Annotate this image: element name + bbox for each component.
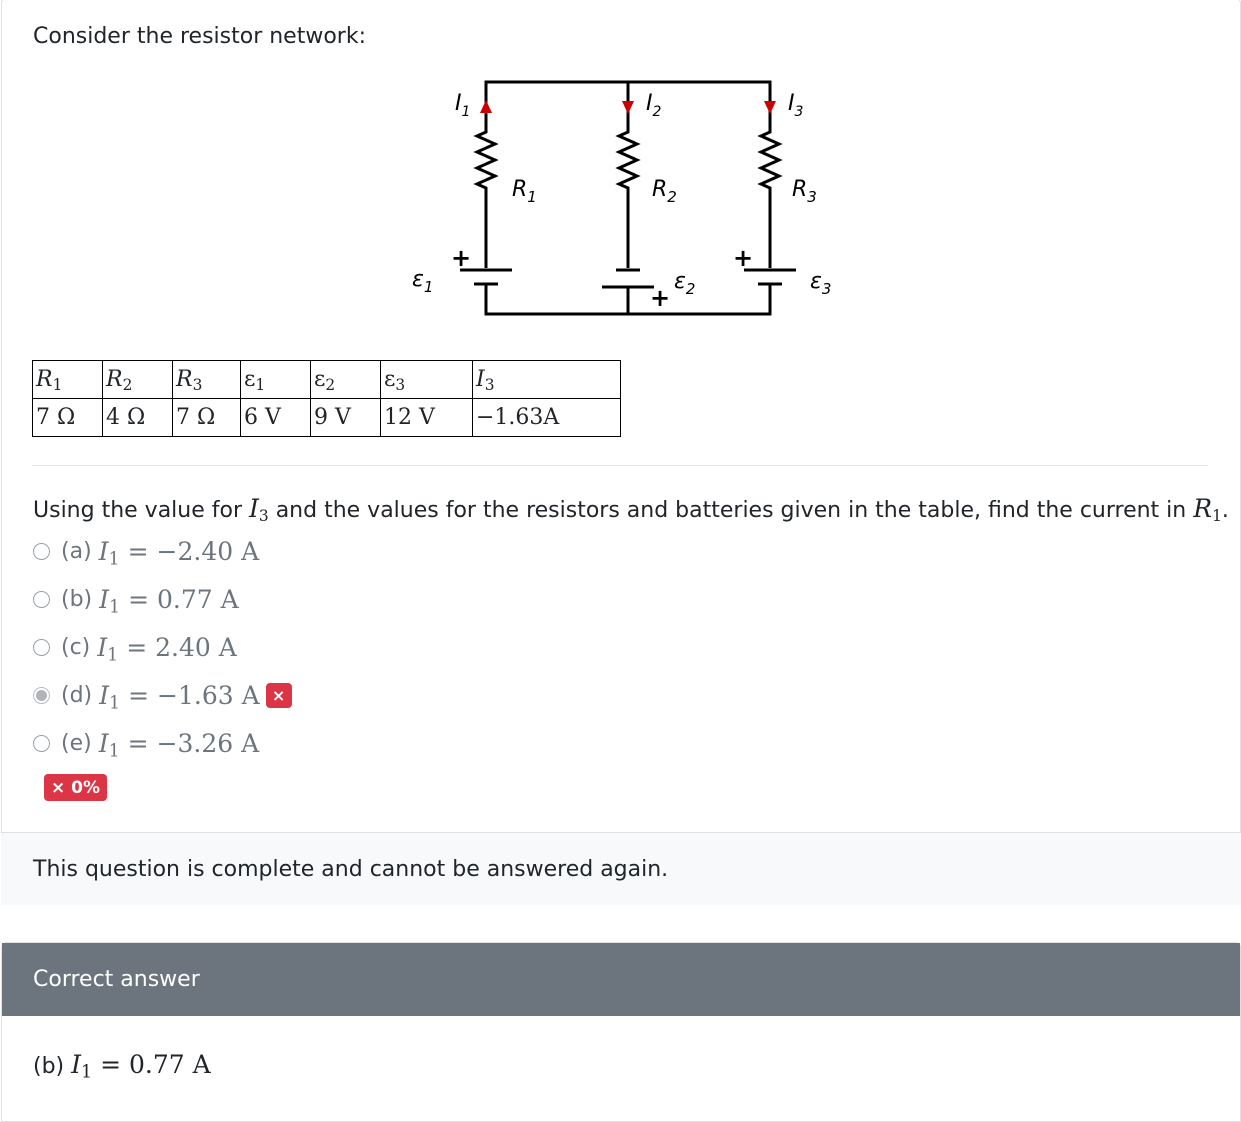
header-i3: $I_3$ — [473, 361, 621, 399]
label-e3: $\varepsilon_3$ — [810, 269, 832, 298]
divider — [32, 465, 1208, 466]
label-i1: $I_1$ — [455, 91, 471, 120]
radio-option-c[interactable] — [33, 639, 50, 656]
value-e2: 9 V — [311, 399, 381, 437]
resistor-r2 — [619, 112, 637, 268]
header-e2: $\varepsilon_2$ — [311, 361, 381, 399]
radio-option-d[interactable] — [33, 687, 50, 704]
option-b[interactable]: (b) $I_1 = 0.77$ A — [33, 585, 239, 614]
correct-answer-card — [1, 942, 1241, 1122]
plus-e1: + — [451, 244, 472, 272]
header-e1: $\varepsilon_1$ — [241, 361, 311, 399]
arrow-i1 — [480, 100, 492, 113]
resistor-r1 — [477, 112, 495, 268]
option-d[interactable]: (d) $I_1 = -1.63$ A × — [33, 681, 292, 710]
value-e1: 6 V — [241, 399, 311, 437]
header-e3: $\varepsilon_3$ — [381, 361, 473, 399]
radio-option-b[interactable] — [33, 591, 50, 608]
correct-answer-title: Correct answer — [33, 967, 200, 992]
score-badge: × 0% — [44, 774, 107, 801]
header-r1: $R_1$ — [33, 361, 103, 399]
plus-e2: + — [650, 284, 671, 312]
value-r2: 4 Ω — [103, 399, 173, 437]
arrow-i2 — [622, 101, 634, 114]
status-box — [1, 832, 1241, 905]
label-r2: $R_2$ — [652, 177, 677, 206]
values-table — [32, 360, 621, 437]
label-i2: $I_2$ — [646, 91, 662, 120]
resistor-r3 — [761, 112, 779, 268]
table-value-row — [33, 399, 621, 437]
table-header-row — [33, 361, 621, 399]
label-e1: $\varepsilon_1$ — [412, 267, 434, 296]
header-r3: $R_3$ — [173, 361, 241, 399]
circuit-diagram — [380, 70, 850, 330]
intro-text: Consider the resistor network: — [33, 24, 366, 49]
label-r3: $R_3$ — [792, 177, 817, 206]
value-r3: 7 Ω — [173, 399, 241, 437]
correct-answer-header — [2, 943, 1240, 1016]
correct-answer-text: (b) $I_1 = 0.77$ A — [33, 1050, 211, 1083]
plus-e3: + — [733, 244, 754, 272]
wrong-answer-icon: × — [266, 683, 292, 708]
radio-option-e[interactable] — [33, 735, 50, 752]
status-text: This question is complete and cannot be answered again. — [33, 857, 669, 882]
label-i3: $I_3$ — [788, 91, 804, 120]
label-e2: $\varepsilon_2$ — [674, 269, 696, 298]
value-r1: 7 Ω — [33, 399, 103, 437]
label-r1: $R_1$ — [512, 177, 537, 206]
radio-option-a[interactable] — [33, 543, 50, 560]
question-text: Using the value for $I_3$ and the values for the resistors and batteries given in the table, find the current in $R_1$. — [33, 494, 1229, 525]
arrow-i3 — [764, 101, 776, 114]
value-i3: −1.63A — [473, 399, 621, 437]
option-a[interactable]: (a) $I_1 = -2.40$ A — [33, 537, 259, 566]
header-r2: $R_2$ — [103, 361, 173, 399]
option-e[interactable]: (e) $I_1 = -3.26$ A — [33, 729, 259, 758]
option-c[interactable]: (c) $I_1 = 2.40$ A — [33, 633, 237, 662]
value-e3: 12 V — [381, 399, 473, 437]
